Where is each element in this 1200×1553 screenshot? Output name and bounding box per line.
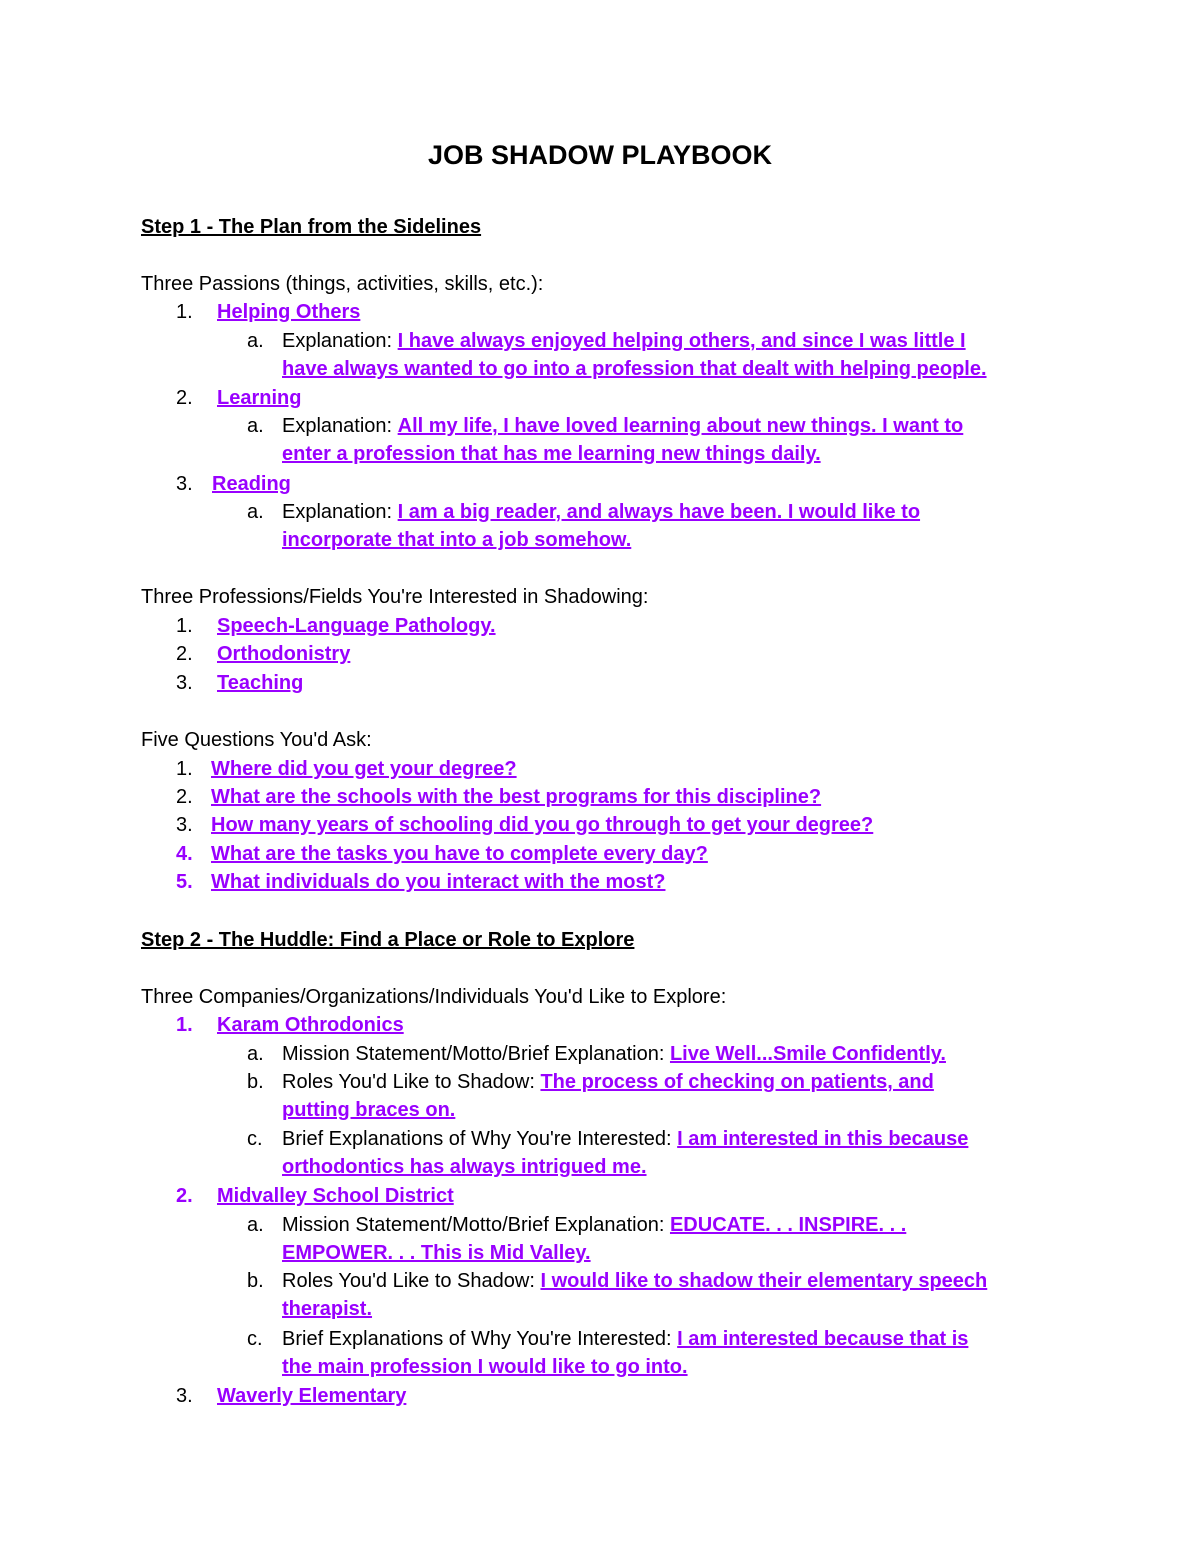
org-2-why	[282, 1328, 968, 1351]
roles-answer-line-2: therapist.	[282, 1298, 373, 1320]
explanation-answer-line-1: I have always enjoyed helping others, and since I was little I	[397, 330, 966, 352]
explanation-answer-line-1: I am a big reader, and always have been. I would like to	[397, 501, 921, 523]
question-1-answer: Where did you get your degree?	[211, 758, 517, 780]
org-2-why-letter: c.	[247, 1328, 263, 1350]
passions-label: Three Passions (things, activities, skills, etc.):	[141, 273, 544, 295]
professions-label: Three Professions/Fields You're Interested in Shadowing:	[141, 586, 649, 608]
question-5-number: 5.	[176, 871, 193, 893]
mission-label: Mission Statement/Motto/Brief Explanation:	[282, 1043, 670, 1065]
org-1-mission	[282, 1043, 946, 1066]
roles-label: Roles You'd Like to Shadow:	[282, 1270, 541, 1292]
question-2-number: 2.	[176, 786, 193, 808]
question-4-number: 4.	[176, 843, 193, 865]
profession-3-number: 3.	[176, 672, 193, 694]
org-2-roles-letter: b.	[247, 1270, 264, 1292]
why-label: Brief Explanations of Why You're Interested:	[282, 1128, 678, 1150]
org-2-roles	[282, 1270, 987, 1293]
mission-answer-line-1: EDUCATE. . . INSPIRE. . .	[669, 1214, 907, 1236]
org-1-answer: Karam Othrodonics	[217, 1014, 404, 1036]
question-3-answer: How many years of schooling did you go through to get your degree?	[211, 814, 874, 836]
passion-1-number: 1.	[176, 301, 193, 323]
passion-3-answer: Reading	[212, 473, 291, 495]
explanation-label: Explanation:	[282, 415, 398, 437]
profession-1-answer: Speech-Language Pathology.	[217, 615, 496, 637]
org-2-answer: Midvalley School District	[217, 1185, 454, 1207]
step2-heading: Step 2 - The Huddle: Find a Place or Role to Explore	[141, 929, 635, 951]
question-5-answer: What individuals do you interact with the most?	[211, 871, 666, 893]
why-label: Brief Explanations of Why You're Interested:	[282, 1328, 678, 1350]
org-3-number: 3.	[176, 1385, 193, 1407]
roles-answer-line-1: I would like to shadow their elementary speech	[540, 1270, 988, 1292]
mission-label: Mission Statement/Motto/Brief Explanation:	[282, 1214, 670, 1236]
explanation-answer-line-2: have always wanted to go into a profession that dealt with helping people.	[282, 358, 987, 380]
profession-2-answer: Orthodonistry	[217, 643, 351, 665]
question-3-number: 3.	[176, 814, 193, 836]
passion-3-sub-letter: a.	[247, 501, 264, 523]
org-2-mission	[282, 1214, 906, 1237]
passion-2-sub-letter: a.	[247, 415, 264, 437]
questions-label: Five Questions You'd Ask:	[141, 729, 372, 751]
why-answer-line-1: I am interested because that is	[677, 1328, 969, 1350]
passion-2-explanation	[282, 415, 963, 438]
why-answer-line-1: I am interested in this because	[677, 1128, 969, 1150]
explanation-answer-line-2: incorporate that into a job somehow.	[282, 529, 632, 551]
roles-answer-line-1: The process of checking on patients, and	[540, 1071, 934, 1093]
org-2-mission-letter: a.	[247, 1214, 264, 1236]
passion-2-number: 2.	[176, 387, 193, 409]
roles-label: Roles You'd Like to Shadow:	[282, 1071, 541, 1093]
explanation-label: Explanation:	[282, 330, 398, 352]
passion-1-sub-letter: a.	[247, 330, 264, 352]
org-1-mission-letter: a.	[247, 1043, 264, 1065]
step1-heading: Step 1 - The Plan from the Sidelines	[141, 216, 482, 238]
explanation-answer-line-2: enter a profession that has me learning new things daily.	[282, 443, 821, 465]
profession-2-number: 2.	[176, 643, 193, 665]
mission-answer: Live Well...Smile Confidently.	[669, 1043, 946, 1065]
org-1-roles	[282, 1071, 934, 1094]
profession-1-number: 1.	[176, 615, 193, 637]
orgs-label: Three Companies/Organizations/Individuals You'd Like to Explore:	[141, 986, 727, 1008]
question-1-number: 1.	[176, 758, 193, 780]
org-1-why-letter: c.	[247, 1128, 263, 1150]
mission-answer-line-2: EMPOWER. . . This is Mid Valley.	[282, 1242, 591, 1264]
org-2-number: 2.	[176, 1185, 193, 1207]
why-answer-line-2: the main profession I would like to go into.	[282, 1356, 688, 1378]
roles-answer-line-2: putting braces on.	[282, 1099, 456, 1121]
passion-2-answer: Learning	[217, 387, 302, 409]
passion-1-explanation	[282, 330, 966, 353]
explanation-label: Explanation:	[282, 501, 398, 523]
profession-3-answer: Teaching	[217, 672, 304, 694]
passion-3-number: 3.	[176, 473, 193, 495]
org-1-roles-letter: b.	[247, 1071, 264, 1093]
why-answer-line-2: orthodontics has always intrigued me.	[282, 1156, 647, 1178]
org-3-answer: Waverly Elementary	[217, 1385, 407, 1407]
page-title: JOB SHADOW PLAYBOOK	[427, 140, 773, 170]
explanation-answer-line-1: All my life, I have loved learning about new things. I want to	[397, 415, 964, 437]
question-2-answer: What are the schools with the best programs for this discipline?	[211, 786, 822, 808]
passion-3-explanation	[282, 501, 920, 524]
org-1-number: 1.	[176, 1014, 193, 1036]
question-4-answer: What are the tasks you have to complete every day?	[211, 843, 708, 865]
passion-1-answer: Helping Others	[217, 301, 361, 323]
org-1-why	[282, 1128, 968, 1151]
